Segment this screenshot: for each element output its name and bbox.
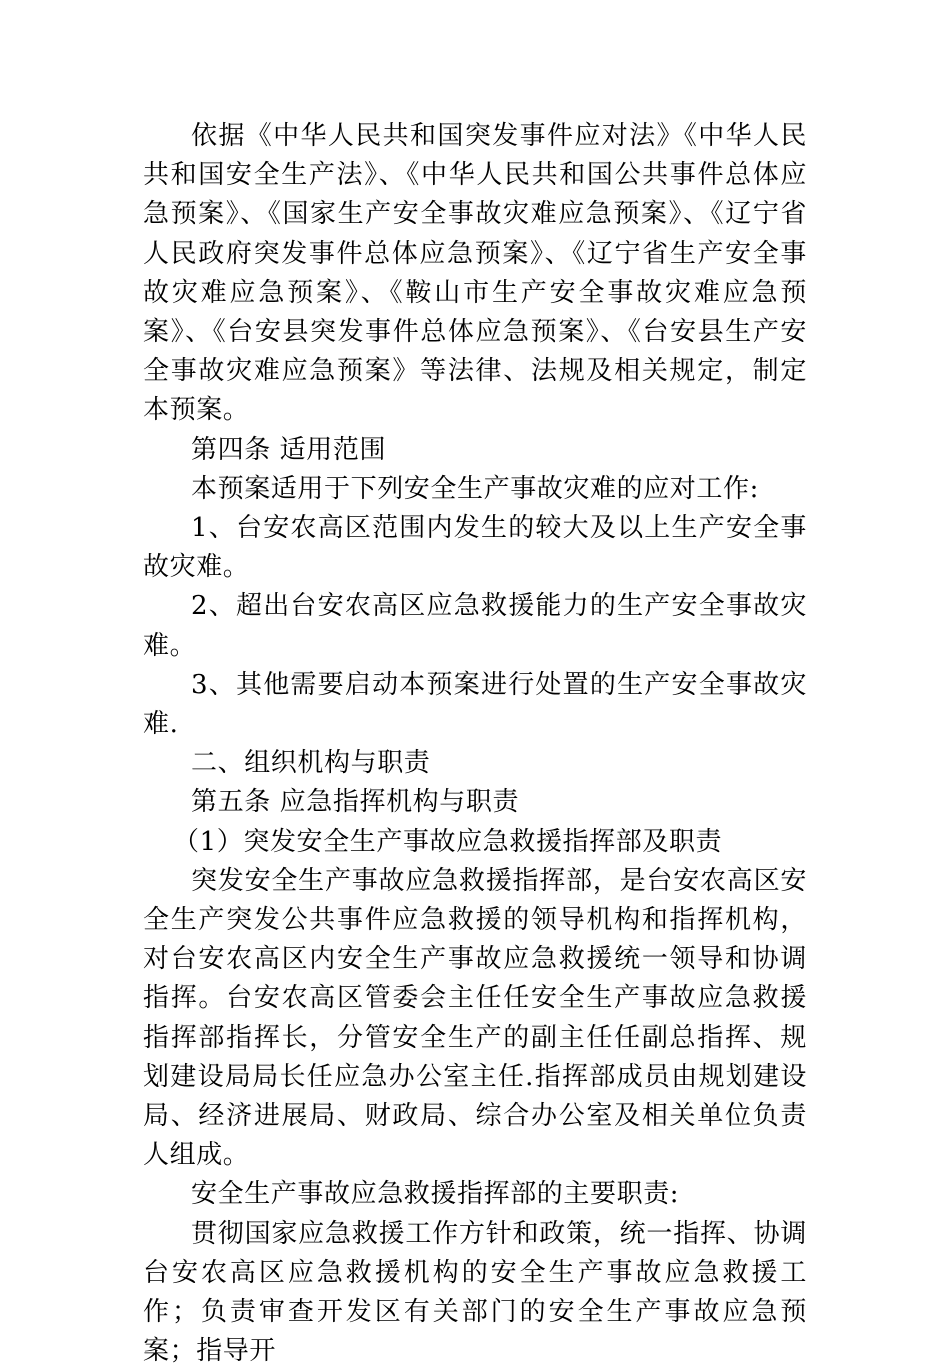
paragraph-legal-basis: 依据《中华人民共和国突发事件应对法》《中华人民共和国安全生产法》、《中华人民共和国公共事件总体应急预案》、《国家生产安全事故灾难应急预案》、《辽宁省人民政府突发事件总体应急预案》、《辽宁省生产安全事故灾难应急预案》、《鞍山市生产安全事故灾难应急预案》、《台安县突发事件总体应急预案》、《台安县生产安全事故灾难应急预案》等法律、法规及相关规定，制定本预案。 — [143, 121, 807, 426]
paragraph-duties-intro: 安全生产事故应急救援指挥部的主要职责: — [191, 1179, 680, 1210]
paragraph-duties: 贯彻国家应急救援工作方针和政策，统一指挥、协调台安农高区应急救援机构的安全生产事故应急救援工作；负责审查开发区有关部门的安全生产事故应急预案；指导开 — [143, 1218, 807, 1367]
scope-item-3: 3、其他需要启动本预案进行处置的生产安全事故灾难. — [143, 669, 807, 740]
article-4-heading: 第四条 适用范围 — [191, 434, 387, 465]
document-body — [143, 117, 807, 1372]
article-5-heading: 第五条 应急指挥机构与职责 — [191, 787, 520, 818]
subsection-1-heading: （1）突发安全生产事故应急救援指挥部及职责 — [173, 826, 723, 857]
scope-item-1: 1、台安农高区范围内发生的较大及以上生产安全事故灾难。 — [143, 513, 807, 583]
paragraph-scope-intro: 本预案适用于下列安全生产事故灾难的应对工作: — [191, 473, 759, 504]
paragraph-command-structure: 突发安全生产事故应急救援指挥部，是台安农高区安全生产突发公共事件应急救援的领导机构和指挥机构，对台安农高区内安全生产事故应急救援统一领导和协调指挥。台安农高区管委会主任任安全生产事故应急救援指挥部指挥长，分管安全生产的副主任任副总指挥、规划建设局局长任应急办公室主任.指挥部成员由规划建设局、经济进展局、财政局、综合办公室及相关单位负责人组成。 — [143, 865, 807, 1171]
section-2-heading: 二、组织机构与职责 — [191, 748, 431, 779]
scope-item-2: 2、超出台安农高区应急救援能力的生产安全事故灾难。 — [143, 591, 807, 661]
